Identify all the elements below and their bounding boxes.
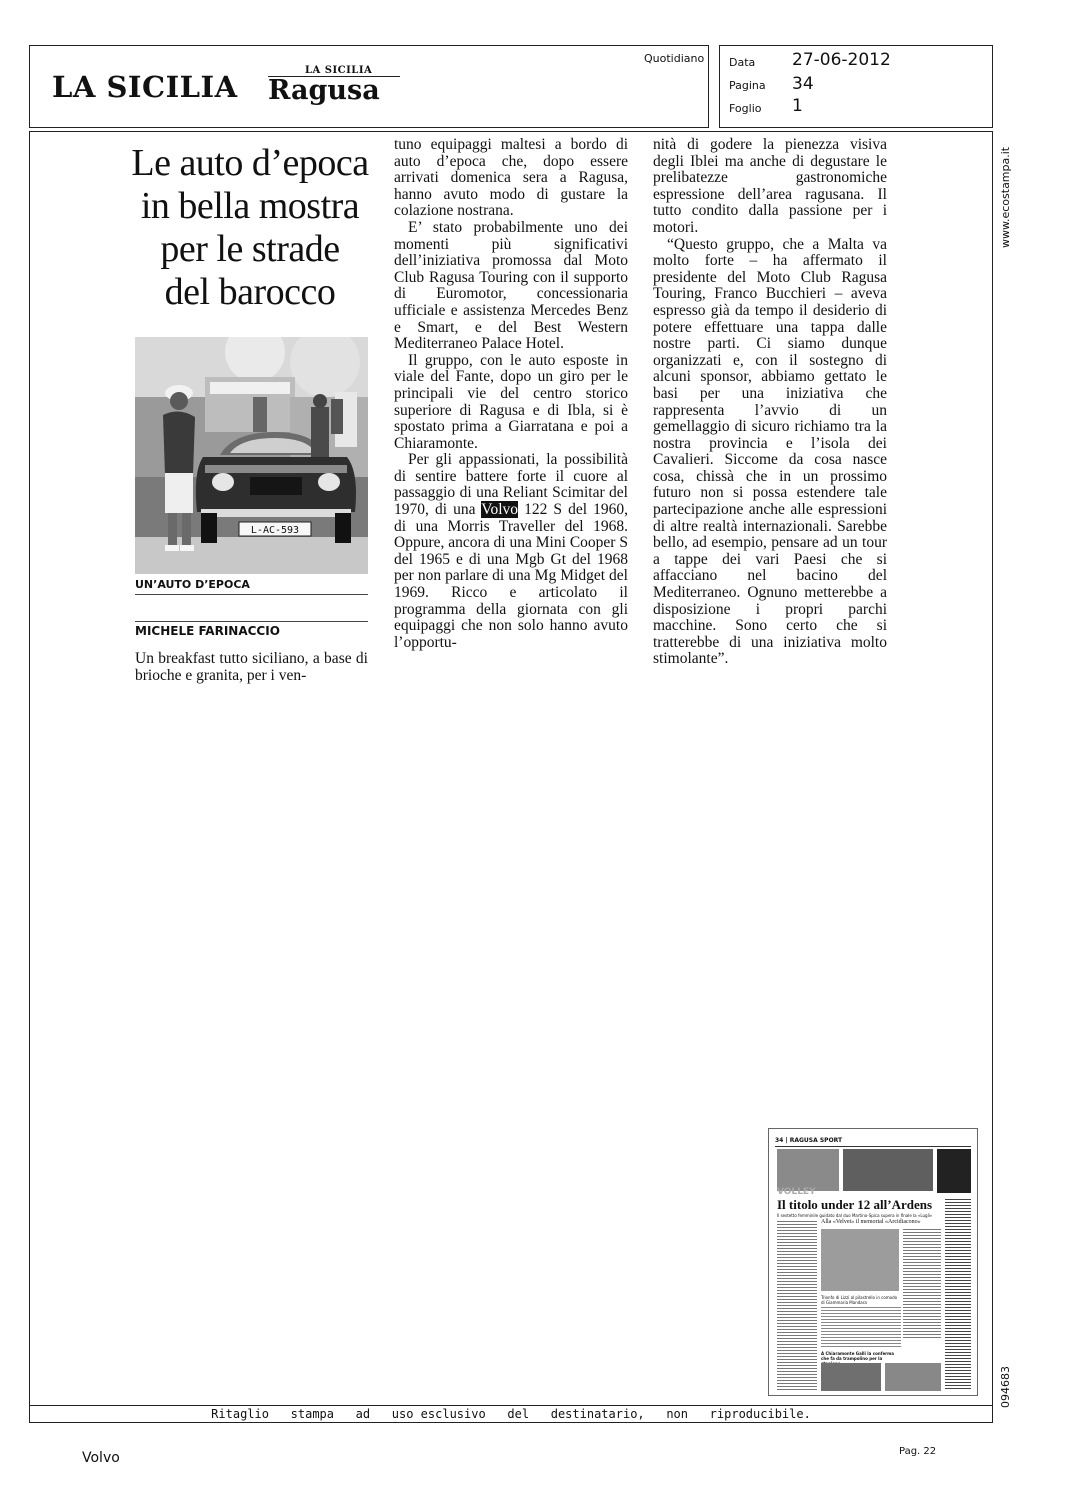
website-label: www.ecostampa.it <box>999 146 1012 248</box>
thumbnail-photo <box>821 1229 899 1291</box>
masthead: LA SICILIA <box>52 70 238 104</box>
byline-rule <box>135 621 368 622</box>
thumbnail-lower-caption: A Chiaramonte Galli la conferma che fa da trampolino per la <box>821 1351 895 1361</box>
thumbnail-photo <box>777 1149 839 1191</box>
thumbnail-photo-caption: Trionfo di Lizzi al pilastrello in comodo di Giammaria Mandara <box>821 1295 898 1305</box>
headline-line: Le auto d’epoca <box>131 142 369 184</box>
page-thumbnail <box>768 1128 978 1396</box>
article-photo <box>135 337 368 574</box>
paragraph: “Questo gruppo, che a Malta va molto forte – ha affermato il presidente del Moto Club Ragusa Touring, Franco Bucchieri – aveva espresso già da tempo il desiderio di potere effettuare una tappa dalle nostre parti. Ci siamo dunque organizzati e, con il sostegno di alcuni sponsor, abbiamo gettato le basi per una iniziativa che rappresenta l’avvio di un gemellaggio di sicuro richiamo tra la nostra provincia e l’isola dei Cavalieri. Siccome da cosa nasce cosa, chissà che in un prossimo futuro non si possa estendere tale partecipazione anche alle espressioni di altre realtà internazionali. Sarebbe bello, ad esempio, pensare ad un tour a tappe dei vari Paesi che si affacciano nel bacino del Mediterraneo. Ognuno metterebbe a disposizione i propri parchi macchine. Sono certo che si tratterebbe di una iniziativa molto stimolante”. <box>653 235 887 668</box>
photo-caption: UN’AUTO D’EPOCA <box>135 578 250 591</box>
edition-small-label: LA SICILIA <box>305 65 373 76</box>
thumbnail-text-column <box>945 1199 971 1389</box>
paragraph: E’ stato probabilmente uno dei momenti più significativi dell’iniziativa promossa dal Moto Club Ragusa Touring con il supporto di Euromotor, concessionaria ufficiale e assistenza Mercedes Benz e Smart, e del Best Western Mediterraneo Palace Hotel. <box>394 218 628 353</box>
thumbnail-box <box>937 1149 971 1193</box>
footer-divider <box>30 1405 992 1406</box>
publication-type: Quotidiano <box>644 52 705 65</box>
thumbnail-headline: Alla «Velvet» il memorial «Arcidiacono» <box>821 1219 921 1225</box>
caption-rule <box>135 594 368 595</box>
paragraph-text: 122 S del 1960, di una Morris Traveller del 1968. Oppure, ancora di una Mini Cooper S del 1965 e di una Mgb Gt del 1968 per non parlare di una Mg Midget del 1969. Ricco e articolato il programma della giornata con gli equipaggi che non solo hanno avuto l’opportu- <box>394 501 629 651</box>
thumbnail-text-column <box>821 1307 901 1347</box>
paragraph: nità di godere la pienezza visiva degli Iblei ma anche di degustare le prelibatezze gastronomiche espressione dell’area ragusana. Il tutto condito dalla passione per i motori. <box>653 136 887 236</box>
thumbnail-kicker: VOLLEY <box>777 1187 816 1197</box>
article-column-2 <box>394 137 628 651</box>
vintage-car-photo <box>135 337 368 574</box>
thumbnail-text-column <box>777 1221 817 1391</box>
thumbnail-page-number: 34 <box>775 1137 784 1144</box>
thumbnail-photo <box>885 1363 941 1391</box>
date-label: Data <box>729 56 756 69</box>
paragraph: tuno equipaggi maltesi a bordo di auto d’epoca che, dopo essere arrivati domenica sera a Ragusa, hanno avuto modo di gustare la colazione nostrana. <box>394 136 628 220</box>
thumbnail-photo <box>843 1149 933 1191</box>
headline-line: per le strade <box>160 228 340 270</box>
highlighted-keyword: Volvo <box>481 501 519 519</box>
page-label: Pagina <box>729 79 766 92</box>
headline-line: del barocco <box>164 271 336 313</box>
thumbnail-title: Il titolo under 12 all’Ardens <box>777 1197 933 1212</box>
article-column-1 <box>135 651 368 684</box>
usage-notice: Ritaglio stampa ad uso esclusivo del destinatario, non riproducibile. <box>211 1407 811 1421</box>
license-plate: L-AC-593 <box>250 525 300 536</box>
article-headline <box>120 142 380 314</box>
date-value: 27-06-2012 <box>792 50 891 70</box>
sheet-value: 1 <box>792 96 803 116</box>
thumbnail-text-column <box>903 1229 941 1339</box>
headline-line: in bella mostra <box>140 185 360 227</box>
page-number: Pag. 22 <box>899 1446 937 1457</box>
page-value: 34 <box>792 74 814 94</box>
paragraph: Il gruppo, con le auto esposte in viale del Fante, dopo un giro per le principali vie del centro storico superiore di Ragusa e di Ibla, si è spostato prima a Giarratana e poi a Chiaramonte. <box>394 351 628 452</box>
thumbnail-photo <box>821 1363 881 1391</box>
keyword-label: Volvo <box>82 1450 120 1466</box>
edition-name: Ragusa <box>268 75 380 106</box>
thumbnail-subtitle: Il sestetto femminile guidato dal duo Martino-Spica supera in finale la «Lugli» <box>777 1213 933 1218</box>
article-column-3 <box>653 137 887 668</box>
thumbnail-section: | RAGUSA SPORT <box>785 1137 843 1144</box>
sheet-label: Foglio <box>729 102 762 115</box>
paragraph-text: Per gli appassionati, la possibilità di sentire battere forte il cuore al passaggio di una Reliant Scimitar del 1970, di una <box>394 451 628 519</box>
paragraph <box>394 452 628 651</box>
paragraph: Un breakfast tutto siciliano, a base di brioche e granita, per i ven- <box>135 650 368 684</box>
clipping-code: 094683 <box>999 1366 1012 1408</box>
byline: MICHELE FARINACCIO <box>135 624 280 638</box>
